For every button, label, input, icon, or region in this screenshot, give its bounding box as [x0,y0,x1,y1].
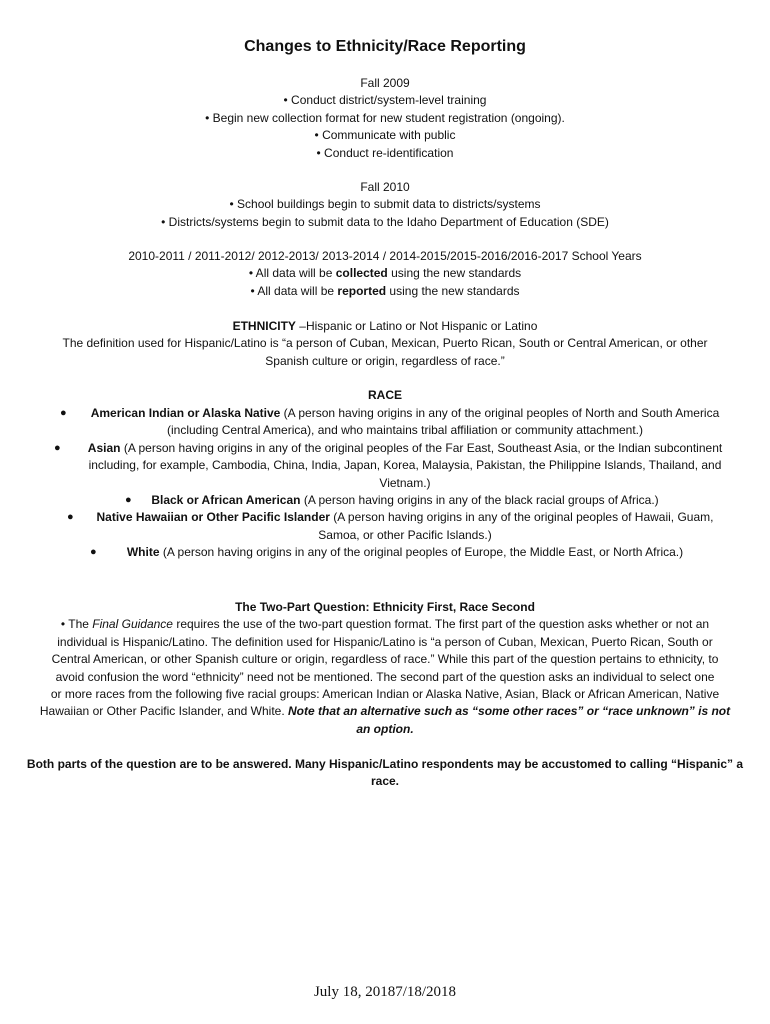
ethnicity-definition: The definition used for Hispanic/Latino is “a person of Cuban, Mexican, Puerto Rican, South or Central American, or other [62,336,708,351]
fall-2010-heading: Fall 2010 [360,180,410,194]
collected-line: • All data will be collected using the new standards [248,266,522,281]
race-section-heading: RACE [367,388,402,402]
two-part-question-section: The Two-Part Question: Ethnicity First, Race Second • The Final Guidance requires the use of the two-part question format. The first part of the question asks whether or not an individual is Hispanic/Latino. The definition used for Hispanic/Latino is “a person of Cuban, Mexican, Puerto Rican, South or Central American, or other Spanish culture or origin, regardless of race.” While this part of the question pertains to ethnicity, to avoid confusion the word “ethnicity” need not be mentioned. The second part of the question asks an individual to select one or more races from the following five racial groups: American Indian or Alaska Native, Asian, Black or African American, Native Hawaiian or Other Pacific Islander, and White. Note that an alternative such as “some other races” or “race unknown” is not an option. [12,599,758,738]
bullet-icon: ● [67,511,74,524]
bullet-icon: ● [125,494,132,507]
school-years-heading: 2010-2011 / 2011-2012/ 2012-2013/ 2013-2014 / 2014-2015/2015-2016/2016-2017 School Years [128,249,642,263]
fall-2009-item: • Conduct re-identification [316,145,454,160]
fall-2009-heading: Fall 2009 [360,76,410,90]
race-item-native-hawaiian: ● Native Hawaiian or Other Pacific Islander (A person having origins in any of the original peoples of Hawaii, Guam, Samoa, or other Pacific Islands.) [67,510,714,542]
fall-2010-item: • School buildings begin to submit data to districts/systems [229,197,541,212]
both-parts-note: Both parts of the question are to be answered. Many Hispanic/Latino respondents may be accustomed to calling “Hispanic” a race. [26,757,744,789]
reported-line: • All data will be reported using the new standards [250,283,520,298]
fall-2010-item: • Districts/systems begin to submit data to the Idaho Department of Education (SDE) [161,214,609,229]
race-item-asian: ● Asian (A person having origins in any of the original peoples of the Far East, Southeast Asia, or the Indian subcontinent including, for example, Cambodia, China, India, Japan, Korea, Malaysia, Pakistan, the Philippine Islands, Thailand, and Vietnam.) [54,440,723,490]
bullet-icon: ● [90,546,97,559]
ethnicity-section [20,318,750,370]
ethnicity-heading: ETHNICITY –Hispanic or Latino or Not Hispanic or Latino [232,319,538,333]
race-list [30,405,750,562]
footer-date: July 18, 20187/18/2018 [313,984,457,1000]
fall-2009-item: • Communicate with public [314,128,456,143]
fall-2010-section [20,179,750,231]
bullet-icon: ● [54,441,61,454]
race-item-black: ● Black or African American (A person having origins in any of the black racial groups of Africa.) [30,492,750,509]
fall-2009-section [20,75,750,162]
ethnicity-definition: Spanish culture or origin, regardless of race.” [265,353,505,368]
page-title: Changes to Ethnicity/Race Reporting [244,38,526,55]
fall-2009-item: • Conduct district/system-level training [283,93,487,108]
fall-2009-item: • Begin new collection format for new student registration (ongoing). [205,110,565,125]
race-item-american-indian: ● American Indian or Alaska Native (A person having origins in any of the original peoples of North and South America (including Central America), and who maintains tribal affiliation or community attachment.) [60,406,720,438]
race-item-white: ● White (A person having origins in any of the original peoples of Europe, the Middle East, or North Africa.) [30,544,750,561]
two-part-heading: The Two-Part Question: Ethnicity First, Race Second [235,600,535,614]
bullet-icon: ● [60,407,67,419]
school-years-section [20,248,750,300]
